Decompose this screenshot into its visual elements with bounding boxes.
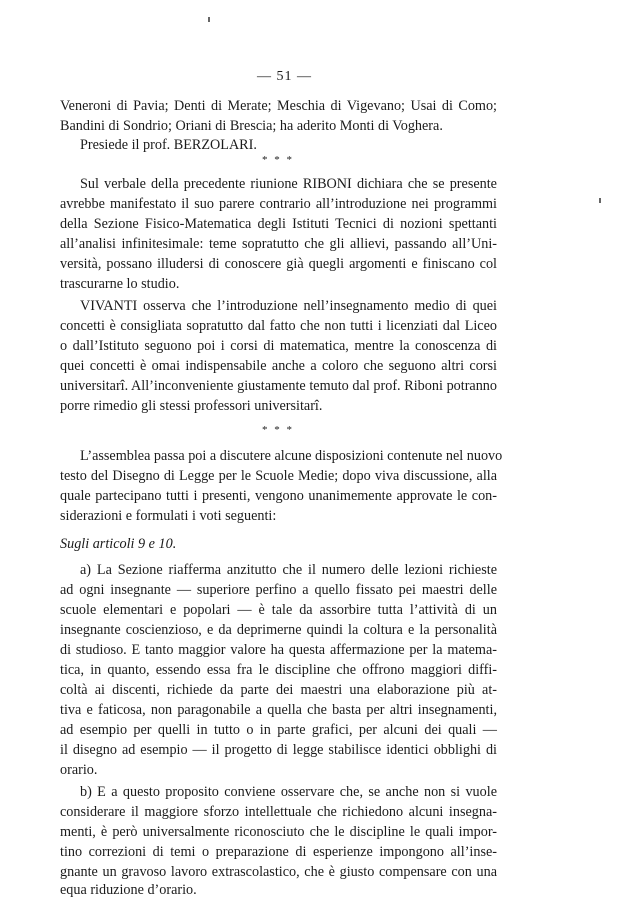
paragraph-line: L’assemblea passa poi a discutere alcune disposizioni contenute nel nuovo [80, 448, 503, 464]
paragraph-line: equa riduzione d’orario. [60, 882, 197, 898]
paragraph-line: avrebbe manifestato il suo parere contrario all’introduzione nei programmi [60, 196, 497, 212]
paragraph-line: a) La Sezione riafferma anzitutto che il numero delle lezioni richieste [80, 562, 497, 578]
paragraph-line: universitarî. All’inconveniente giustamente temuto dal prof. Riboni potranno [60, 378, 497, 394]
paragraph-line: o dall’Istituto seguono poi i corsi di matematica, mentre la conoscenza di [60, 338, 497, 354]
paragraph-line: quale partecipano tutti i presenti, vengono unanimemente approvate le con- [60, 488, 497, 504]
paragraph-line: trascurarne lo studio. [60, 276, 180, 292]
paragraph-line: ad ogni insegnante — superiore perfino a quello fissato pei maestri delle [60, 582, 497, 598]
paragraph-line: tiva e faticosa, non paragonabile a quella che basta per altri insegnamenti, [60, 702, 497, 718]
attendees-line: Veneroni di Pavia; Denti di Merate; Meschia di Vigevano; Usai di Como; [60, 98, 497, 114]
paragraph-line: quei concetti è omai indispensabile anche a coloro che seguono altri corsi [60, 358, 497, 374]
paragraph-line: di studioso. E tanto maggior valore ha questa affermazione per la matema- [60, 642, 497, 658]
section-separator: * * * [262, 154, 294, 166]
paragraph-line: siderazioni e formulati i voti seguenti: [60, 508, 277, 524]
paragraph-line: porre rimedio gli stessi professori universitarî. [60, 398, 323, 414]
paragraph-line: versità, possano illudersi di conoscere già quegli argomenti e finiscano col [60, 256, 497, 272]
paragraph-line: menti, è però universalmente riconosciuto che le discipline le quali impor- [60, 824, 497, 840]
paragraph-line: testo del Disegno di Legge per le Scuole Medie; dopo viva discussione, alla [60, 468, 497, 484]
paragraph-line: tica, in quanto, essendo essa fra le discipline che offrono maggiori diffi- [60, 662, 497, 678]
paragraph-line: coltà ai discenti, richiede da parte dei maestri una elaborazione più at- [60, 682, 497, 698]
paragraph-line: ad esempio per quelli in tutto o in parte grafici, per alcuni dei quali — [60, 722, 497, 738]
paragraph-line: concetti è consigliata sopratutto dal fatto che non tutti i licenziati dal Liceo [60, 318, 497, 334]
paragraph-line: VIVANTI osserva che l’introduzione nell’insegnamento medio di quei [80, 298, 497, 314]
scan-mark [208, 17, 210, 22]
paragraph-line: scuole elementari e popolari — è tale da assorbire tutta l’attività di un [60, 602, 497, 618]
paragraph-line: il disegno ad esempio — il progetto di legge stabilisce identici obblighi di [60, 742, 497, 758]
section-heading: Sugli articoli 9 e 10. [60, 536, 177, 552]
scan-mark [599, 198, 601, 203]
paragraph-line: b) E a questo proposito conviene osservare che, se anche non si vuole [80, 784, 497, 800]
paragraph-line: gnante un gravoso lavoro extrascolastico, che è giusto compensare con una [60, 864, 497, 880]
paragraph-line: orario. [60, 762, 98, 778]
attendees-line: Bandini di Sondrio; Oriani di Brescia; ha aderito Monti di Voghera. [60, 118, 443, 134]
paragraph-line: della Sezione Fisico-Matematica degli Istituti Tecnici di nozioni spettanti [60, 216, 497, 232]
paragraph-line: tino correzioni di temi o preparazione di esperienze impongono all’inse- [60, 844, 497, 860]
paragraph-line: insegnante coscienzioso, e da deprimerne quindi la coltura e la personalità [60, 622, 497, 638]
paragraph-line: considerare il maggiore sforzo intellettuale che richiedono alcuni insegna- [60, 804, 497, 820]
page-number: — 51 — [257, 69, 312, 84]
chair-line: Presiede il prof. BERZOLARI. [80, 137, 257, 153]
section-separator: * * * [262, 424, 294, 436]
paragraph-line: Sul verbale della precedente riunione RIBONI dichiara che se presente [80, 176, 497, 192]
paragraph-line: all’analisi infinitesimale: teme sopratutto che gli allievi, passando all’Uni- [60, 236, 497, 252]
